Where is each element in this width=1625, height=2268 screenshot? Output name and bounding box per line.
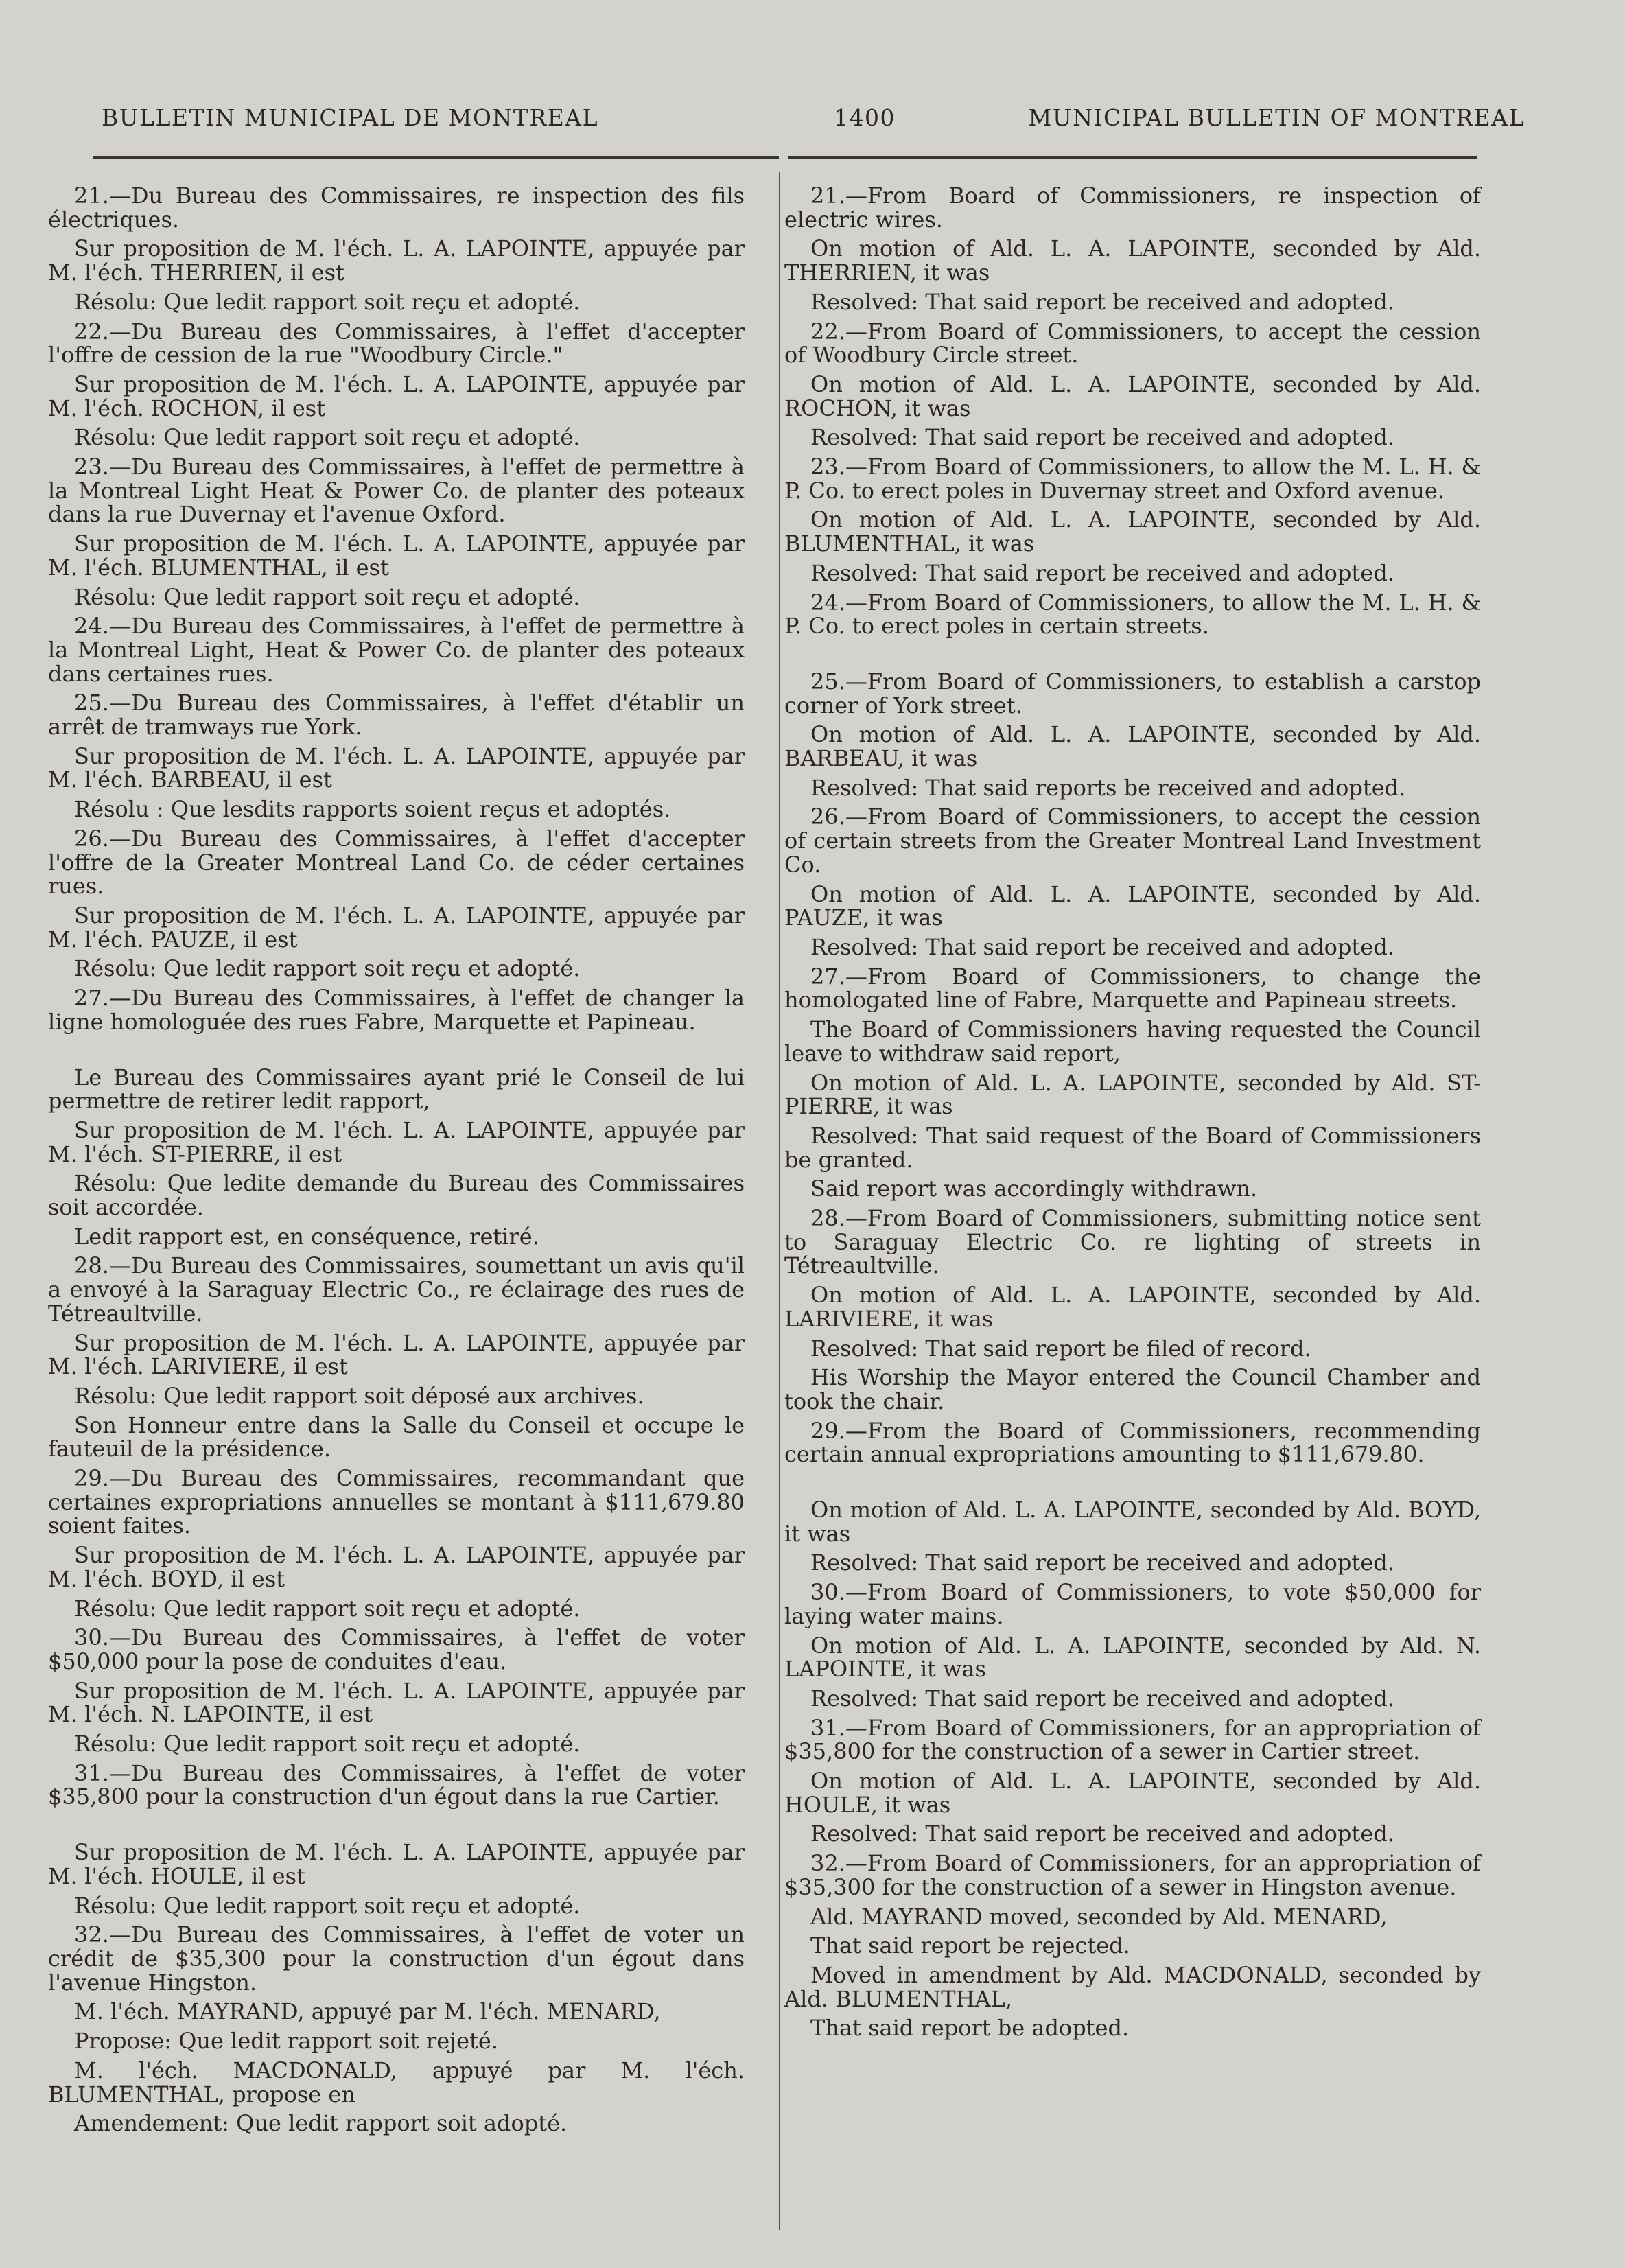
- paragraph: 25.—Du Bureau des Commissaires, à l'effet d'établir un arrêt de tramways rue York.: [48, 690, 745, 740]
- paragraph: 21.—Du Bureau des Commissaires, re inspection des fils électriques.: [48, 183, 745, 233]
- paragraph: 28.—Du Bureau des Commissaires, soumettant un avis qu'il a envoyé à la Saraguay Electric Co., re éclairage des rues de Tétreaultville.: [48, 1252, 745, 1326]
- paragraph: M. l'éch. MAYRAND, appuyé par M. l'éch. MENARD,: [74, 1998, 661, 2025]
- paragraph: On motion of Ald. L. A. LAPOINTE, seconded by Ald. PAUZE, it was: [784, 880, 1481, 931]
- paragraph: 23.—Du Bureau des Commissaires, à l'effet de permettre à la Montreal Light Heat & Power Co. de planter des poteaux dans la rue Duvernay et l'avenue Oxford.: [48, 454, 745, 528]
- paragraph: On motion of Ald. L. A. LAPOINTE, seconded by Ald. BOYD, it was: [784, 1497, 1481, 1547]
- paragraph: On motion of Ald. L. A. LAPOINTE, seconded by Ald. N. LAPOINTE, it was: [784, 1632, 1481, 1683]
- paragraph: Propose: Que ledit rapport soit rejeté.: [74, 2028, 498, 2055]
- paragraph: That said report be adopted.: [810, 2015, 1130, 2042]
- paragraph: 25.—From Board of Commissioners, to establish a carstop corner of York street.: [784, 668, 1481, 718]
- paragraph: Said report was accordingly withdrawn.: [810, 1176, 1258, 1202]
- paragraph: Sur proposition de M. l'éch. L. A. LAPOINTE, appuyée par M. l'éch. BLUMENTHAL, il est: [48, 530, 745, 581]
- header-title-english: MUNICIPAL BULLETIN OF MONTREAL: [1028, 104, 1525, 131]
- paragraph: On motion of Ald. L. A. LAPOINTE, seconded by Ald. BARBEAU, it was: [784, 721, 1481, 772]
- paragraph: Ald. MAYRAND moved, seconded by Ald. MENARD,: [810, 1903, 1388, 1930]
- english-column: [784, 184, 1481, 2046]
- paragraph: Resolved: That said report be received and adopted.: [810, 1821, 1394, 1847]
- paragraph: 24.—Du Bureau des Commissaires, à l'effet de permettre à la Montreal Light, Heat & Power Co. de planter des poteaux dans certaines rues.: [48, 613, 745, 687]
- paragraph: On motion of Ald. L. A. LAPOINTE, seconded by Ald. HOULE, it was: [784, 1768, 1481, 1818]
- paragraph: Sur proposition de M. l'éch. L. A. LAPOINTE, appuyée par M. l'éch. ST-PIERRE, il est: [48, 1117, 745, 1167]
- paragraph: Resolved: That said report be filed of record.: [810, 1335, 1311, 1361]
- paragraph: Résolu: Que ledit rapport soit reçu et adopté.: [74, 583, 581, 610]
- paragraph: Résolu : Que lesdits rapports soient reçus et adoptés.: [74, 796, 671, 823]
- paragraph: Résolu: Que ledit rapport soit reçu et adopté.: [74, 955, 581, 982]
- paragraph: Résolu: Que ledit rapport soit reçu et adopté.: [74, 288, 581, 315]
- paragraph: Sur proposition de M. l'éch. L. A. LAPOINTE, appuyée par M. l'éch. PAUZE, il est: [48, 902, 745, 952]
- paragraph: 26.—Du Bureau des Commissaires, à l'effet d'accepter l'offre de la Greater Montreal Land Co. de céder certaines rues.: [48, 825, 745, 900]
- paragraph: Sur proposition de M. l'éch. L. A. LAPOINTE, appuyée par M. l'éch. ROCHON, il est: [48, 371, 745, 421]
- paragraph: 22.—Du Bureau des Commissaires, à l'effet d'accepter l'offre de cession de la rue "Woodbury Circle.": [48, 318, 745, 369]
- paragraph: Sur proposition de M. l'éch. L. A. LAPOINTE, appuyée par M. l'éch. THERRIEN, il est: [48, 235, 745, 286]
- paragraph: Resolved: That said request of the Board of Commissioners be granted.: [784, 1122, 1481, 1173]
- paragraph: Sur proposition de M. l'éch. L. A. LAPOINTE, appuyée par M. l'éch. HOULE, il est: [48, 1839, 745, 1889]
- paragraph: 27.—Du Bureau des Commissaires, à l'effet de changer la ligne homologuée des rues Fabre, Marquette et Papineau.: [48, 985, 745, 1035]
- paragraph: Resolved: That said report be received and adopted.: [810, 1550, 1394, 1576]
- paragraph: On motion of Ald. L. A. LAPOINTE, seconded by Ald. THERRIEN, it was: [784, 235, 1481, 286]
- paragraph: On motion of Ald. L. A. LAPOINTE, seconded by Ald. BLUMENTHAL, it was: [784, 506, 1481, 557]
- page-number: 1400: [834, 104, 896, 131]
- paragraph: 31.—From Board of Commissioners, for an appropriation of $35,800 for the construction of a sewer in Cartier street.: [784, 1714, 1481, 1765]
- paragraph: Resolved: That said report be received and adopted.: [810, 1685, 1394, 1711]
- paragraph: 30.—From Board of Commissioners, to vote $50,000 for laying water mains.: [784, 1579, 1481, 1629]
- paragraph: His Worship the Mayor entered the Council Chamber and took the chair.: [784, 1364, 1481, 1414]
- paragraph: Resolved: That said report be received and adopted.: [810, 933, 1394, 960]
- paragraph: Sur proposition de M. l'éch. L. A. LAPOINTE, appuyée par M. l'éch. LARIVIERE, il est: [48, 1329, 745, 1380]
- column-divider: [779, 172, 780, 2230]
- paragraph: 21.—From Board of Commissioners, re inspection of electric wires.: [784, 183, 1481, 233]
- paragraph: 22.—From Board of Commissioners, to accept the cession of Woodbury Circle street.: [784, 318, 1481, 369]
- paragraph: On motion of Ald. L. A. LAPOINTE, seconded by Ald. ROCHON, it was: [784, 371, 1481, 421]
- paragraph: Résolu: Que ledit rapport soit reçu et adopté.: [74, 1595, 581, 1622]
- paragraph: Resolved: That said reports be received and adopted.: [810, 774, 1406, 801]
- paragraph: Sur proposition de M. l'éch. L. A. LAPOINTE, appuyée par M. l'éch. BARBEAU, il est: [48, 743, 745, 793]
- paragraph: Resolved: That said report be received and adopted.: [810, 288, 1394, 315]
- paragraph: 24.—From Board of Commissioners, to allow the M. L. H. & P. Co. to erect poles in certain streets.: [784, 589, 1481, 640]
- paragraph: Résolu: Que ledit rapport soit reçu et adopté.: [74, 1731, 581, 1757]
- paragraph: 28.—From Board of Commissioners, submitting notice sent to Saraguay Electric Co. re lighting of streets in Tétreaultville.: [784, 1205, 1481, 1279]
- paragraph: 26.—From Board of Commissioners, to accept the cession of certain streets from the Greater Montreal Land Investment Co.: [784, 804, 1481, 878]
- header-rule-right: [788, 156, 1477, 159]
- paragraph: Résolu: Que ledit rapport soit reçu et adopté.: [74, 1892, 581, 1919]
- paragraph: 32.—Du Bureau des Commissaires, à l'effet de voter un crédit de $35,300 pour la construction d'un égout dans l'avenue Hingston.: [48, 1921, 745, 1996]
- paragraph: Sur proposition de M. l'éch. L. A. LAPOINTE, appuyée par M. l'éch. BOYD, il est: [48, 1542, 745, 1592]
- paragraph: That said report be rejected.: [810, 1932, 1130, 1959]
- paragraph: 27.—From Board of Commissioners, to change the homologated line of Fabre, Marquette and Papineau streets.: [784, 963, 1481, 1014]
- paragraph: Amendement: Que ledit rapport soit adopté.: [74, 2110, 568, 2137]
- paragraph: M. l'éch. MACDONALD, appuyé par M. l'éch. BLUMENTHAL, propose en: [48, 2057, 745, 2107]
- paragraph: The Board of Commissioners having requested the Council leave to withdraw said report,: [784, 1016, 1481, 1066]
- paragraph: Resolved: That said report be received and adopted.: [810, 424, 1394, 451]
- paragraph: Son Honneur entre dans la Salle du Conseil et occupe le fauteuil de la présidence.: [48, 1412, 745, 1462]
- header-title-french: BULLETIN MUNICIPAL DE MONTREAL: [102, 104, 599, 131]
- page-header: [96, 104, 1529, 145]
- paragraph: Ledit rapport est, en conséquence, retiré.: [74, 1223, 539, 1250]
- paragraph: 29.—From the Board of Commissioners, recommending certain annual expropriations amounting to $111,679.80.: [784, 1417, 1481, 1468]
- paragraph: Résolu: Que ledit rapport soit déposé aux archives.: [74, 1382, 644, 1409]
- paragraph: 29.—Du Bureau des Commissaires, recommandant que certaines expropriations annuelles se montant à $111,679.80 soient faites.: [48, 1465, 745, 1539]
- paragraph: On motion of Ald. L. A. LAPOINTE, seconded by Ald. ST-PIERRE, it was: [784, 1069, 1481, 1120]
- french-column: [48, 184, 745, 2141]
- paragraph: 31.—Du Bureau des Commissaires, à l'effet de voter $35,800 pour la construction d'un égout dans la rue Cartier.: [48, 1760, 745, 1810]
- paragraph: Résolu: Que ledit rapport soit reçu et adopté.: [74, 424, 581, 451]
- paragraph: On motion of Ald. L. A. LAPOINTE, seconded by Ald. LARIVIERE, it was: [784, 1282, 1481, 1332]
- paragraph: Sur proposition de M. l'éch. L. A. LAPOINTE, appuyée par M. l'éch. N. LAPOINTE, il est: [48, 1677, 745, 1728]
- paragraph: 32.—From Board of Commissioners, for an appropriation of $35,300 for the construction of a sewer in Hingston avenue.: [784, 1850, 1481, 1900]
- paragraph: Le Bureau des Commissaires ayant prié le Conseil de lui permettre de retirer ledit rapport,: [48, 1064, 745, 1114]
- header-rule-left: [93, 156, 779, 159]
- paragraph: 23.—From Board of Commissioners, to allow the M. L. H. & P. Co. to erect poles in Duvernay street and Oxford avenue.: [784, 454, 1481, 504]
- paragraph: Moved in amendment by Ald. MACDONALD, seconded by Ald. BLUMENTHAL,: [784, 1962, 1481, 2012]
- paragraph: Resolved: That said report be received and adopted.: [810, 559, 1394, 586]
- paragraph: Résolu: Que ledite demande du Bureau des Commissaires soit accordée.: [48, 1170, 745, 1221]
- paragraph: 30.—Du Bureau des Commissaires, à l'effet de voter $50,000 pour la pose de conduites d'eau.: [48, 1624, 745, 1674]
